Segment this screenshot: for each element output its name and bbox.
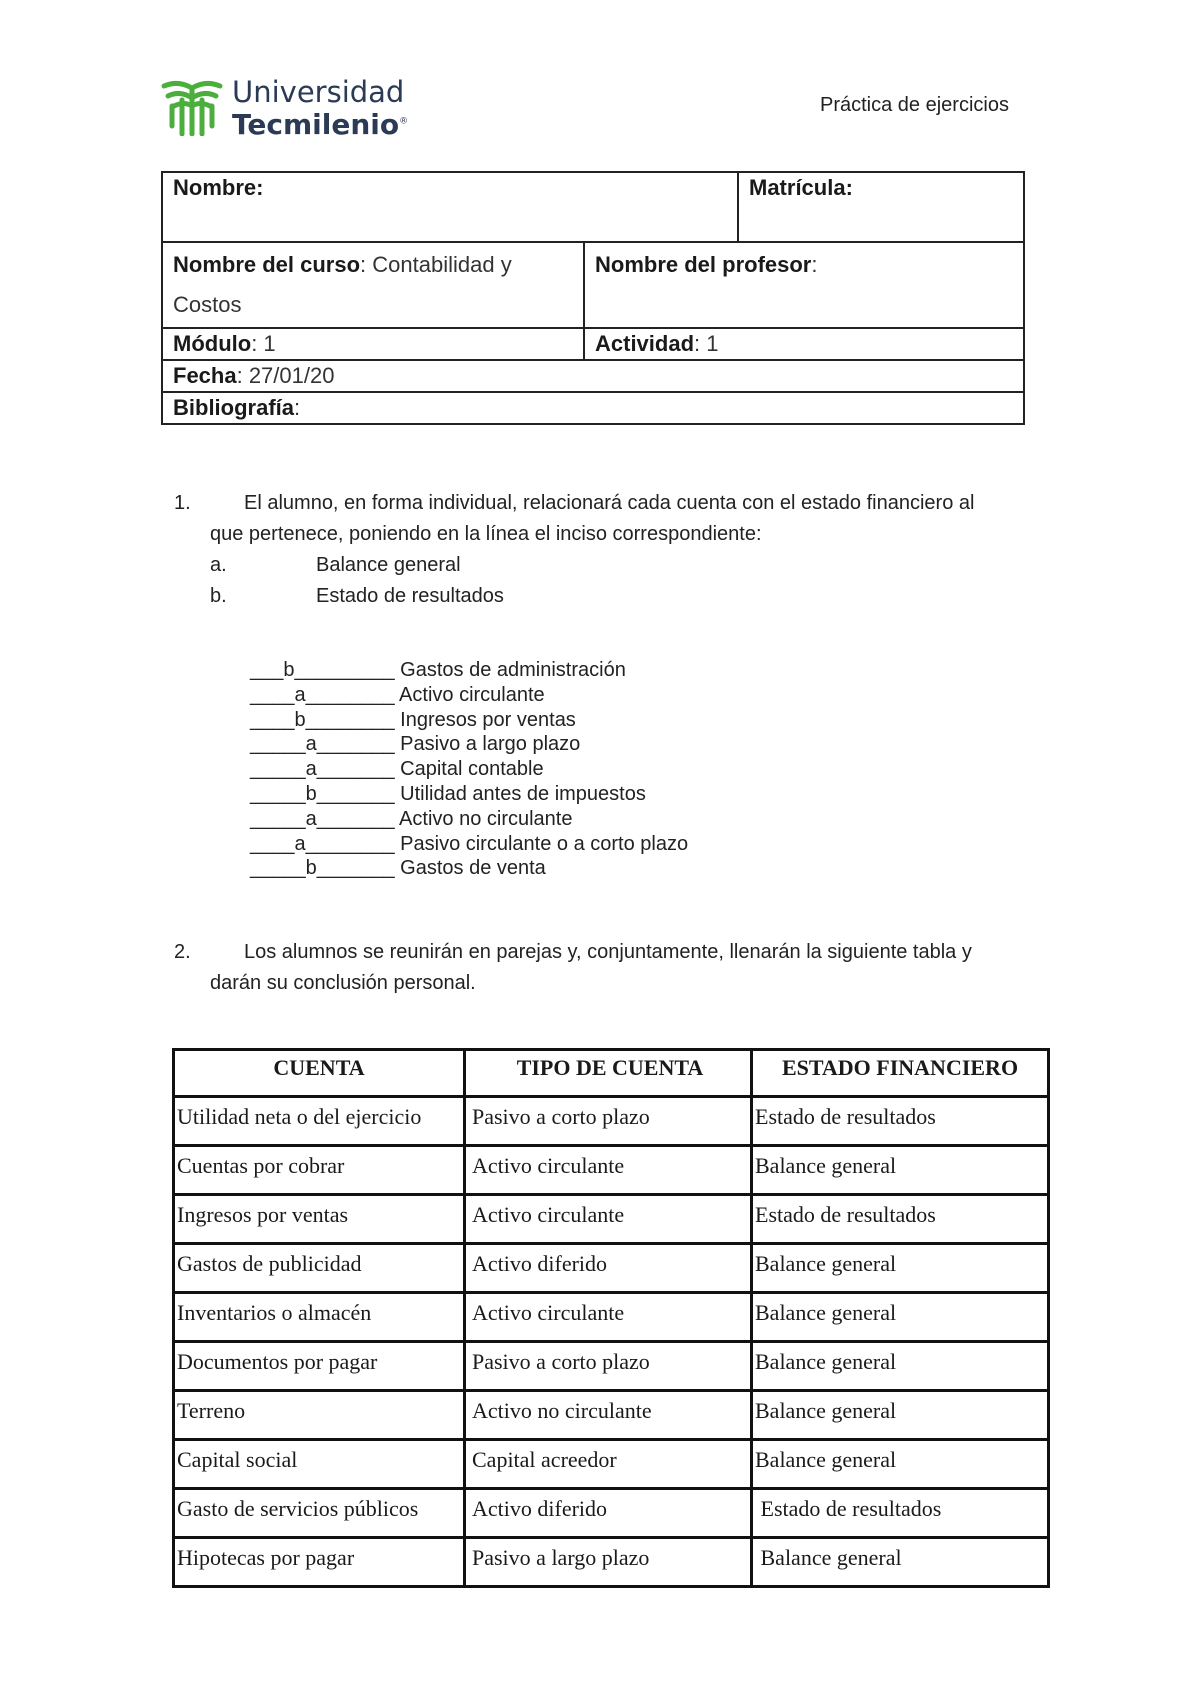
cell-estado: Balance general	[752, 1293, 1049, 1342]
cell-cuenta: Cuentas por cobrar	[174, 1146, 465, 1195]
cell-cuenta: Terreno	[174, 1391, 465, 1440]
cell-estado: Estado de resultados	[752, 1195, 1049, 1244]
match-item: _____b_______ Gastos de venta	[250, 857, 546, 880]
bibliografia-cell: Bibliografía:	[162, 392, 1024, 424]
cell-tipo: Activo no circulante	[465, 1391, 752, 1440]
cell-cuenta: Capital social	[174, 1440, 465, 1489]
cell-tipo: Pasivo a corto plazo	[465, 1342, 752, 1391]
fecha-cell: Fecha: 27/01/20	[162, 360, 1024, 392]
cell-cuenta: Gasto de servicios públicos	[174, 1489, 465, 1538]
match-item: ____b________ Ingresos por ventas	[250, 708, 576, 731]
match-item: _____a_______ Activo no circulante	[250, 807, 573, 830]
table-row	[174, 1440, 1049, 1489]
table-row	[174, 1391, 1049, 1440]
logo-leaf-icon	[160, 76, 224, 136]
cell-cuenta: Inventarios o almacén	[174, 1293, 465, 1342]
question-2-number: 2.	[174, 941, 191, 963]
cell-tipo: Pasivo a largo plazo	[465, 1538, 752, 1587]
question-1	[174, 488, 1034, 612]
modulo-cell: Módulo: 1	[162, 328, 584, 360]
matricula-cell: Matrícula:	[738, 172, 1024, 242]
registered-mark: ®	[399, 116, 409, 127]
match-item: ____a________ Activo circulante	[250, 683, 545, 706]
cell-tipo: Capital acreedor	[465, 1440, 752, 1489]
header-tipo-de-cuenta: TIPO DE CUENTA	[465, 1050, 752, 1097]
document-type: Práctica de ejercicios	[820, 94, 1009, 116]
cell-estado: Balance general	[752, 1342, 1049, 1391]
cell-cuenta: Documentos por pagar	[174, 1342, 465, 1391]
logo-line2: Tecmilenio®	[232, 108, 409, 141]
table-row	[174, 1293, 1049, 1342]
cell-tipo: Activo circulante	[465, 1146, 752, 1195]
cell-estado: Balance general	[752, 1146, 1049, 1195]
match-item: _____b_______ Utilidad antes de impuestos	[250, 782, 646, 805]
question-2-text-line2: darán su conclusión personal.	[210, 972, 476, 994]
table-row	[174, 1538, 1049, 1587]
question-1-text-line2: que pertenece, poniendo en la línea el inciso correspondiente:	[210, 523, 762, 545]
match-item: ___b_________ Gastos de administración	[250, 659, 626, 681]
cell-tipo: Activo circulante	[465, 1195, 752, 1244]
table-row	[174, 1097, 1049, 1146]
nombre-cell: Nombre:	[162, 172, 738, 242]
table-row	[174, 1244, 1049, 1293]
match-item: ____a________ Pasivo circulante o a corto plazo	[250, 832, 689, 855]
table-header-row	[174, 1050, 1049, 1097]
question-1-number: 1.	[174, 492, 191, 514]
question-2-text-line1: Los alumnos se reunirán en parejas y, conjuntamente, llenarán la siguiente tabla y	[244, 941, 972, 963]
cell-cuenta: Ingresos por ventas	[174, 1195, 465, 1244]
cell-cuenta: Utilidad neta o del ejercicio	[174, 1097, 465, 1146]
table-row	[174, 1342, 1049, 1391]
table-row	[174, 1489, 1049, 1538]
match-item: _____a_______ Pasivo a largo plazo	[250, 733, 581, 756]
question-2	[174, 937, 1034, 999]
cell-estado: Balance general	[752, 1538, 1049, 1587]
cell-tipo: Pasivo a corto plazo	[465, 1097, 752, 1146]
cell-cuenta: Gastos de publicidad	[174, 1244, 465, 1293]
actividad-cell: Actividad: 1	[584, 328, 1024, 360]
cell-estado: Balance general	[752, 1244, 1049, 1293]
cell-tipo: Activo diferido	[465, 1489, 752, 1538]
cell-tipo: Activo circulante	[465, 1293, 752, 1342]
cell-estado: Balance general	[752, 1440, 1049, 1489]
header-cuenta: CUENTA	[174, 1050, 465, 1097]
student-info-table	[161, 171, 1025, 425]
option-b: b. Estado de resultados	[210, 585, 504, 607]
cell-tipo: Activo diferido	[465, 1244, 752, 1293]
curso-cell: Nombre del curso: Contabilidad y Costos	[162, 242, 584, 328]
question-1-text-line1: El alumno, en forma individual, relacionará cada cuenta con el estado financiero al	[244, 492, 975, 514]
accounts-table	[172, 1048, 1050, 1588]
profesor-cell: Nombre del profesor:	[584, 242, 1024, 328]
logo-line1: Universidad	[232, 75, 405, 109]
university-logo	[160, 75, 410, 141]
match-item: _____a_______ Capital contable	[250, 758, 544, 781]
cell-estado: Estado de resultados	[752, 1097, 1049, 1146]
cell-estado: Estado de resultados	[752, 1489, 1049, 1538]
option-a: a. Balance general	[210, 554, 461, 576]
matching-list	[250, 658, 688, 881]
cell-estado: Balance general	[752, 1391, 1049, 1440]
table-row	[174, 1146, 1049, 1195]
header-estado-financiero: ESTADO FINANCIERO	[752, 1050, 1049, 1097]
cell-cuenta: Hipotecas por pagar	[174, 1538, 465, 1587]
table-row	[174, 1195, 1049, 1244]
